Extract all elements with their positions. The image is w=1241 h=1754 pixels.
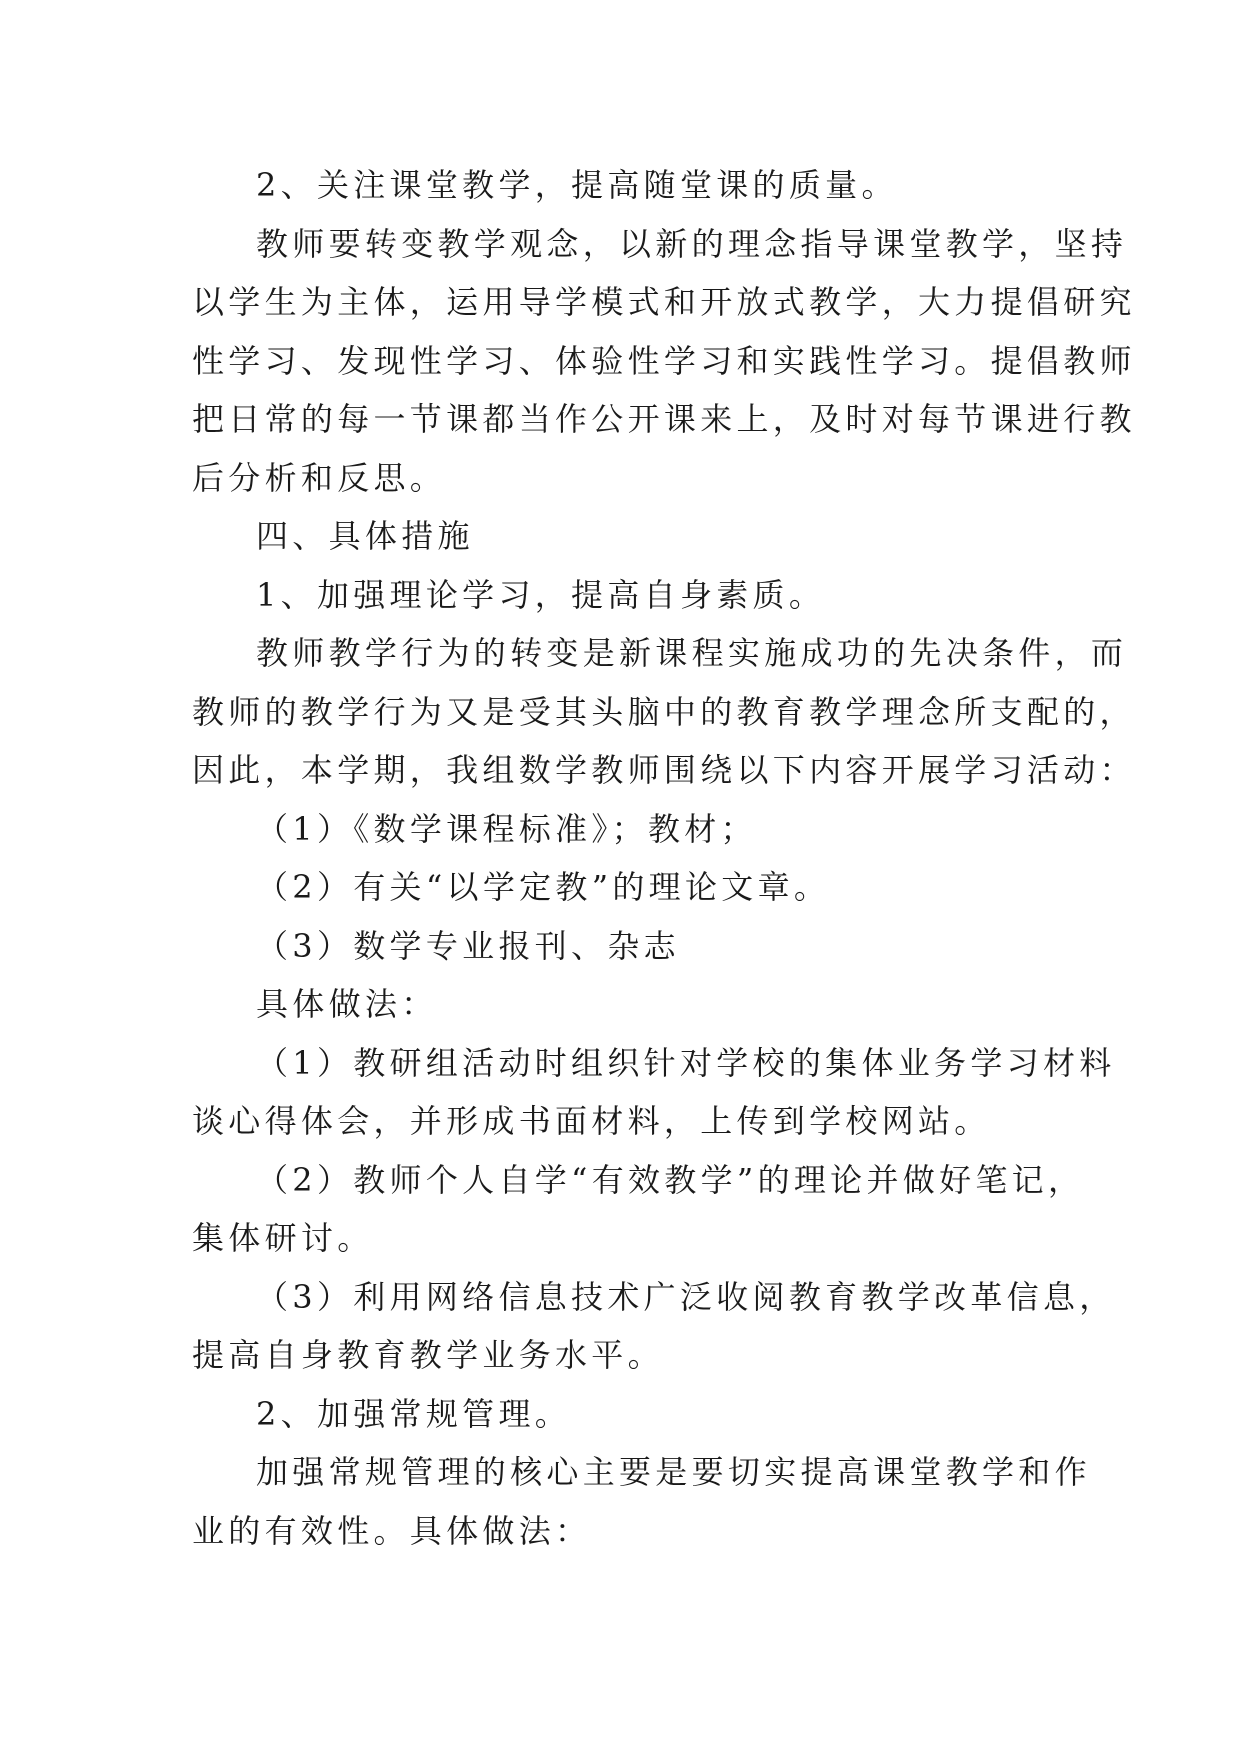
text-line: 业的有效性。具体做法： xyxy=(192,1511,592,1550)
list-item xyxy=(192,1034,1116,1151)
text-line: 谈心得体会，并形成书面材料，上传到学校网站。 xyxy=(192,1102,991,1140)
list-item xyxy=(192,917,1072,976)
text-line: （3）利用网络信息技术广泛收阅教育教学改革信息， xyxy=(256,1277,1116,1316)
text-line: 提高自身教育教学业务水平。 xyxy=(192,1336,664,1374)
document-body xyxy=(192,156,1136,1560)
text-line: （3）数学专业报刊、杂志 xyxy=(256,926,680,965)
section-heading xyxy=(192,156,1072,215)
text-line: 教师教学行为的转变是新课程实施成功的先决条件，而 xyxy=(256,634,1128,672)
list-item xyxy=(192,1151,1085,1268)
text-line: 把日常的每一节课都当作公开课来上，及时对每节课进行教 xyxy=(192,400,1136,438)
section-heading xyxy=(192,507,1072,566)
text-line: （2）教师个人自学“有效教学”的理论并做好笔记， xyxy=(256,1160,1085,1199)
body-paragraph xyxy=(192,624,1136,800)
text-line: 1、加强理论学习，提高自身素质。 xyxy=(256,575,826,614)
text-line: 因此，本学期，我组数学教师围绕以下内容开展学习活动： xyxy=(192,751,1136,789)
list-item xyxy=(192,800,1072,859)
text-line: 后分析和反思。 xyxy=(192,458,447,497)
text-line: 教师的教学行为又是受其头脑中的教育教学理念所支配的， xyxy=(192,692,1136,731)
text-line: 四、具体措施 xyxy=(256,517,474,555)
text-line: 性学习、发现性学习、体验性学习和实践性学习。提倡教师 xyxy=(192,341,1136,380)
text-line: 2、关注课堂教学，提高随堂课的质量。 xyxy=(256,166,898,204)
section-heading xyxy=(192,1385,1072,1444)
text-line: 加强常规管理的核心主要是要切实提高课堂教学和作 xyxy=(256,1453,1091,1491)
text-line: 以学生为主体，运用导学模式和开放式教学，大力提倡研究 xyxy=(192,283,1136,321)
text-line: 教师要转变教学观念，以新的理念指导课堂教学，坚持 xyxy=(256,224,1128,263)
text-line: （1）教研组活动时组织针对学校的集体业务学习材料 xyxy=(256,1043,1116,1082)
text-line: 2、加强常规管理。 xyxy=(256,1394,572,1433)
list-item xyxy=(192,858,1072,917)
text-line: 具体做法： xyxy=(256,985,438,1023)
text-line: （2）有关“以学定教”的理论文章。 xyxy=(256,868,831,906)
text-line: 集体研讨。 xyxy=(192,1219,374,1257)
body-paragraph xyxy=(192,215,1136,508)
section-heading xyxy=(192,566,1072,625)
text-line: （1）《数学课程标准》；教材； xyxy=(256,809,757,848)
body-paragraph xyxy=(192,1443,1091,1560)
section-heading xyxy=(192,975,1072,1034)
list-item xyxy=(192,1268,1116,1385)
